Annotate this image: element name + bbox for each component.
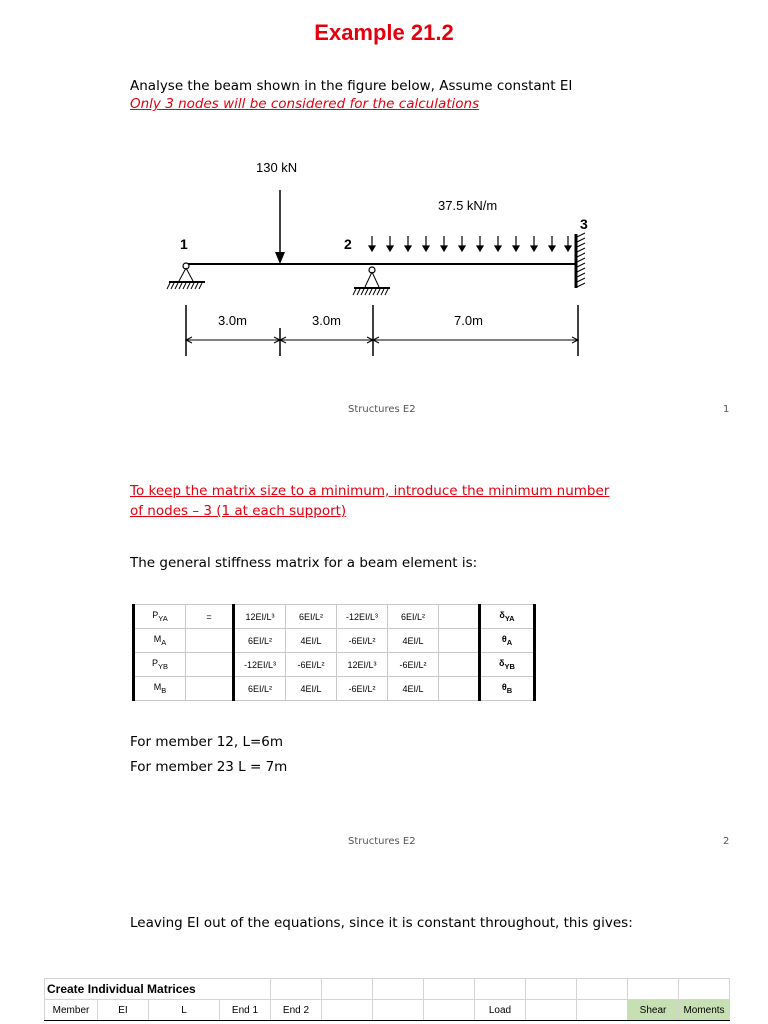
intro-line: Analyse the beam shown in the figure below, Assume constant EI: [130, 78, 573, 94]
sheet-header-cell: End 1: [220, 1000, 271, 1021]
footer-label: Structures E2: [348, 404, 416, 415]
node-label-1: 1: [180, 236, 188, 252]
pin-support-1: [167, 263, 205, 289]
equals-cell: [186, 653, 234, 677]
page-number: 1: [723, 404, 730, 415]
udl-label: 37.5 kN/m: [438, 198, 498, 213]
footer-label: Structures E2: [348, 836, 416, 847]
matrix-row: [134, 653, 535, 677]
stiffness-matrix: [132, 604, 536, 701]
sheet-header-cell: [526, 1000, 577, 1021]
sheet-header-cell: End 2: [271, 1000, 322, 1021]
matrix-cell: -12EI/L³: [337, 605, 388, 629]
node-label-3: 3: [580, 216, 588, 232]
displacement-cell: $\delta_{YB}$: [480, 653, 535, 677]
paragraph-line: To keep the matrix size to a minimum, introduce the minimum number: [130, 483, 610, 499]
matrix-cell: 6EI/L²: [234, 629, 286, 653]
paragraph-line: of nodes – 3 (1 at each support): [130, 503, 347, 519]
force-cell: $P_{YA}$: [134, 605, 186, 629]
fixed-support-3: [576, 233, 585, 288]
sheet-header-cell: [577, 1000, 628, 1021]
sheet-title: Create Individual Matrices: [45, 979, 271, 1000]
sheet-header-cell: Shear: [628, 1000, 679, 1021]
sheet-header-cell: Load: [475, 1000, 526, 1021]
matrix-cell: -6EI/L²: [337, 677, 388, 701]
node-label-2: 2: [344, 236, 352, 252]
matrix-row: [134, 605, 535, 629]
force-cell: $M_A$: [134, 629, 186, 653]
matrix-cell: -6EI/L²: [388, 653, 439, 677]
span-label-3: 7.0m: [454, 313, 483, 328]
gap-cell: [439, 605, 480, 629]
point-load-arrow: [275, 190, 285, 264]
sheet-header-cell: Moments: [679, 1000, 730, 1021]
span-label-2: 3.0m: [312, 313, 341, 328]
matrix-cell: 6EI/L²: [388, 605, 439, 629]
sheet-header-cell: [424, 1000, 475, 1021]
force-cell: $M_B$: [134, 677, 186, 701]
distributed-load-arrows: [369, 236, 571, 251]
displacement-cell: $\delta_{YA}$: [480, 605, 535, 629]
matrix-cell: -6EI/L²: [286, 653, 337, 677]
member-length-line: For member 23 L = 7m: [130, 759, 288, 775]
displacement-cell: $\theta_B$: [480, 677, 535, 701]
pin-support-2: [353, 267, 390, 295]
equals-cell: [186, 677, 234, 701]
gap-cell: [439, 677, 480, 701]
matrix-row: [134, 629, 535, 653]
matrix-cell: 4EI/L: [388, 677, 439, 701]
beam-figure: [0, 150, 768, 370]
sheet-header-cell: [322, 1000, 373, 1021]
sheet-header-cell: [373, 1000, 424, 1021]
matrix-cell: 12EI/L³: [234, 605, 286, 629]
gap-cell: [439, 629, 480, 653]
force-cell: $P_{YB}$: [134, 653, 186, 677]
matrix-cell: 6EI/L²: [234, 677, 286, 701]
matrix-cell: -6EI/L²: [337, 629, 388, 653]
matrix-cell: 4EI/L: [286, 629, 337, 653]
equals-cell: [186, 629, 234, 653]
matrix-cell: 12EI/L³: [337, 653, 388, 677]
sheet-header-cell: L: [149, 1000, 220, 1021]
intro-note: Only 3 nodes will be considered for the calculations: [130, 96, 480, 112]
sheet-header-cell: Member: [45, 1000, 98, 1021]
equals-cell: =: [186, 605, 234, 629]
displacement-cell: $\theta_A$: [480, 629, 535, 653]
point-load-label: 130 kN: [256, 160, 298, 175]
page-number: 2: [723, 836, 730, 847]
matrix-cell: 4EI/L: [388, 629, 439, 653]
gap-cell: [439, 653, 480, 677]
leaving-ei-text: Leaving EI out of the equations, since it is constant throughout, this gives:: [130, 915, 633, 931]
matrix-cell: -12EI/L³: [234, 653, 286, 677]
matrix-row: [134, 677, 535, 701]
member-length-line: For member 12, L=6m: [130, 734, 284, 750]
matrix-cell: 6EI/L²: [286, 605, 337, 629]
spreadsheet-excerpt: [44, 978, 730, 1021]
matrix-cell: 4EI/L: [286, 677, 337, 701]
sheet-header-cell: EI: [98, 1000, 149, 1021]
general-matrix-text: The general stiffness matrix for a beam element is:: [130, 555, 478, 571]
span-label-1: 3.0m: [218, 313, 247, 328]
page-title: Example 21.2: [314, 20, 454, 45]
